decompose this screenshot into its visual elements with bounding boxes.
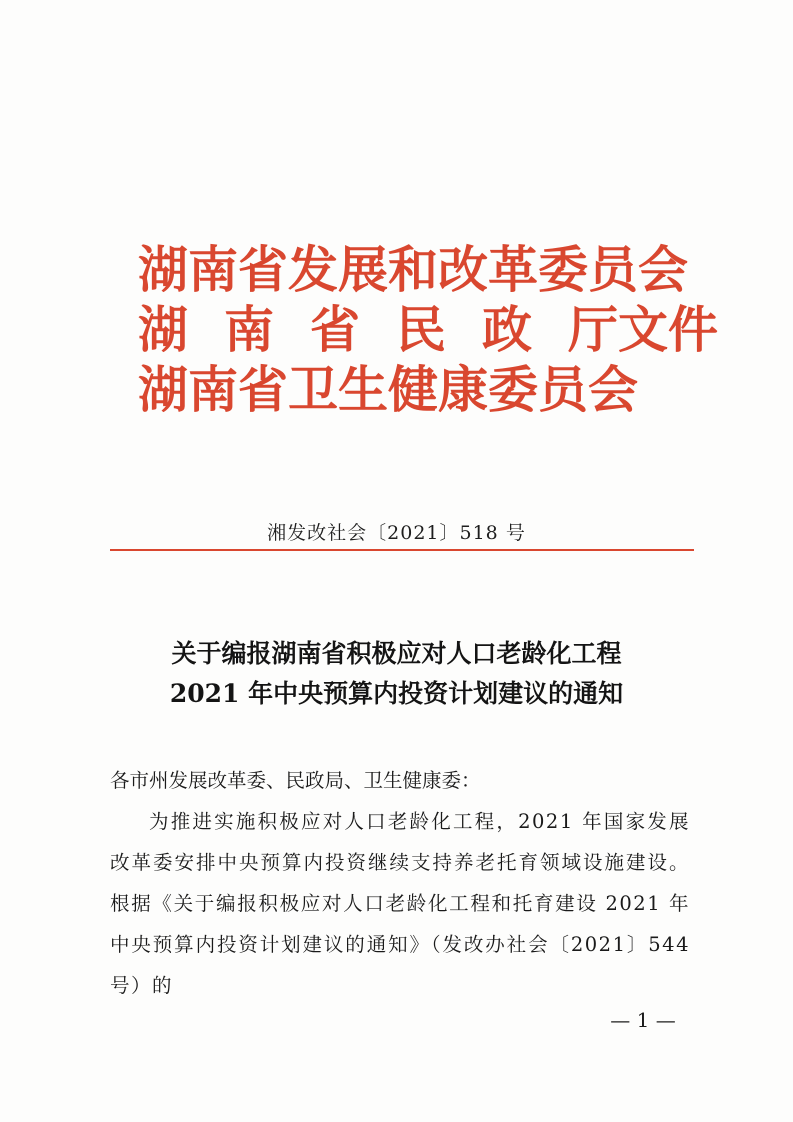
page-number: — 1 — [610, 1008, 676, 1032]
issuer-line-2-char: 政 [482, 300, 532, 359]
issuer-line-2-tail: 厅文件 [568, 300, 718, 359]
document-number: 湘发改社会〔2021〕518 号 [267, 522, 526, 544]
document-title [0, 634, 793, 714]
red-divider-line [110, 549, 694, 551]
issuer-line-2-char: 南 [224, 300, 274, 359]
issuer-line-3: 湖南省卫生健康委员会 [138, 360, 638, 419]
document-title-line-2: 2021 年中央预算内投资计划建议的通知 [169, 679, 624, 708]
body-paragraph: 为推进实施积极应对人口老龄化工程，2021 年国家发展改革委安排中央预算内投资继续支持养老托育领域设施建设。根据《关于编报积极应对人口老龄化工程和托育建设 2021 年中央预算内投资计划建议的通知》（发改办社会〔2021〕544 号）的 [110, 810, 690, 997]
issuer-line-2-char: 湖 [138, 300, 188, 359]
issuer-line-2-char: 省 [310, 300, 360, 359]
issuer-line-2 [138, 300, 718, 360]
issuer-line-1: 湖南省发展和改革委员会 [138, 240, 688, 299]
addressee-line: 各市州发展改革委、民政局、卫生健康委： [110, 769, 481, 792]
document-title-line-1: 关于编报湖南省积极应对人口老龄化工程 [171, 639, 622, 668]
issuer-header [138, 240, 718, 420]
document-body [110, 760, 690, 1006]
issuer-line-2-char: 民 [396, 300, 446, 359]
